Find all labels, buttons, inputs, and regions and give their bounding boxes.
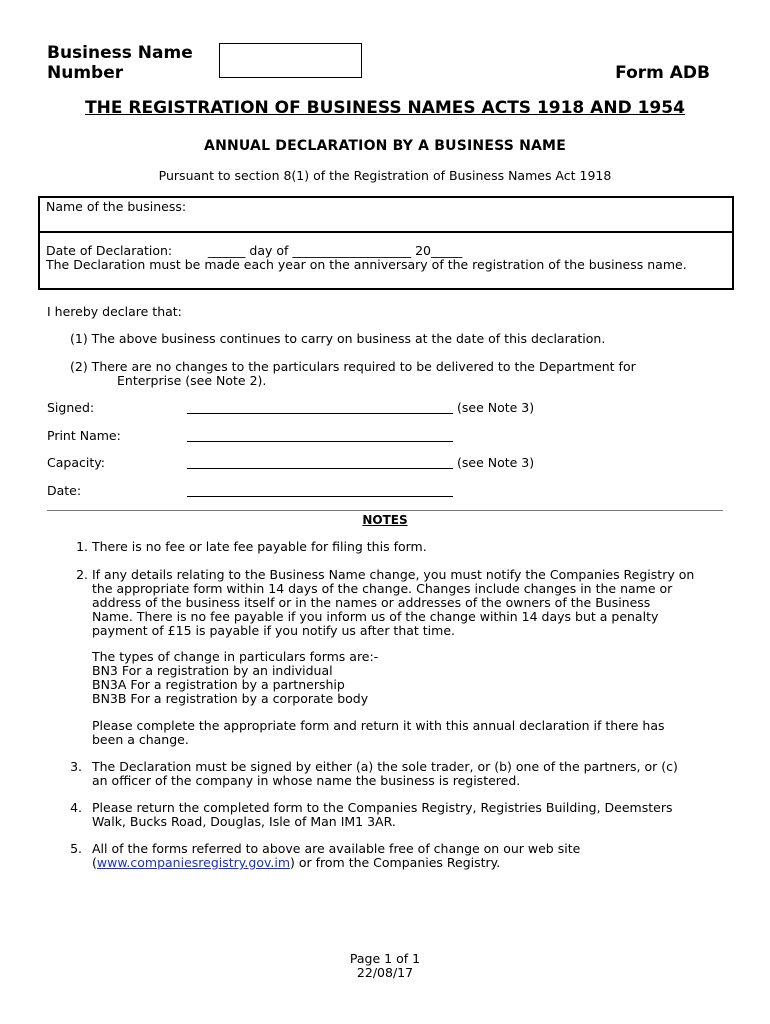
note-text: address of the business itself or in the names or addresses of the owners of the Business	[92, 595, 651, 610]
note-text: an officer of the company in whose name the business is registered.	[92, 773, 521, 788]
page-title-text: THE REGISTRATION OF BUSINESS NAMES ACTS 1918 AND 1954	[85, 98, 685, 118]
declaration-date-box[interactable]	[38, 231, 734, 290]
note-text: Please complete the appropriate form and return it with this annual declaration if there has	[92, 718, 665, 733]
page-footer	[0, 952, 770, 980]
complete-form-instruction	[92, 719, 732, 747]
page-title	[0, 98, 770, 118]
note-text: payment of £15 is payable if you notify us after that time.	[92, 623, 456, 638]
note-text: the appropriate form within 14 days of the change. Changes include changes in the name or	[92, 581, 673, 596]
note-text: There is no fee or late fee payable for filing this form.	[92, 539, 427, 554]
note-5	[60, 842, 730, 870]
note-text: Name. There is no fee payable if you inform us of the change within 14 days but a penalty	[92, 609, 659, 624]
declaration-item-2-line-1: (2) There are no changes to the particulars required to be delivered to the Department for	[70, 359, 636, 374]
type-bn3: BN3 For a registration by an individual	[92, 663, 333, 678]
types-intro: The types of change in particulars forms are:-	[92, 649, 379, 664]
business-name-label: Name of the business:	[46, 199, 187, 214]
note-4	[60, 801, 730, 829]
declaration-item-1: (1) The above business continues to carry on business at the date of this declaration.	[70, 331, 606, 346]
business-name-number-field[interactable]	[219, 43, 362, 78]
business-name-field[interactable]	[38, 196, 734, 233]
business-name-number-label: Business Name Number	[47, 43, 193, 83]
signed-label: Signed:	[47, 400, 95, 415]
signed-note: (see Note 3)	[457, 400, 535, 415]
type-bn3a: BN3A For a registration by a partnership	[92, 677, 345, 692]
pursuant-text: Pursuant to section 8(1) of the Registration of Business Names Act 1918	[158, 168, 612, 183]
date-label: Date:	[47, 483, 82, 498]
capacity-label: Capacity:	[47, 455, 105, 470]
note-number: 4.	[70, 800, 82, 815]
open-paren: (	[92, 855, 97, 870]
note-text: If any details relating to the Business Name change, you must notify the Companies Registry on	[92, 567, 695, 582]
note-text: Please return the completed form to the Companies Registry, Registries Building, Deemsters	[92, 800, 673, 815]
declaration-intro: I hereby declare that:	[47, 304, 182, 319]
note-3	[60, 760, 730, 788]
note-1	[70, 540, 730, 554]
note-text: ) or from the Companies Registry.	[290, 855, 501, 870]
capacity-note: (see Note 3)	[457, 455, 535, 470]
note-text: Walk, Bucks Road, Douglas, Isle of Man IM1 3AR.	[92, 814, 396, 829]
date-line[interactable]	[187, 481, 453, 497]
note-number: 5.	[70, 841, 82, 856]
form-id: Form ADB	[615, 63, 710, 83]
type-bn3b: BN3B For a registration by a corporate body	[92, 691, 369, 706]
notes-divider	[47, 510, 723, 511]
print-name-line[interactable]	[187, 426, 453, 442]
note-text: been a change.	[92, 732, 189, 747]
page-number: Page 1 of 1	[349, 951, 421, 966]
change-form-types	[92, 650, 732, 706]
note-text-link-line	[92, 856, 580, 870]
notes-heading	[0, 513, 770, 527]
declaration-date-line: Date of Declaration: ______ day of ___________________ 20_____	[46, 243, 463, 258]
companies-registry-link[interactable]: www.companiesregistry.gov.im	[96, 855, 291, 870]
signed-line[interactable]	[187, 398, 453, 414]
note-2	[70, 568, 730, 638]
capacity-line[interactable]	[187, 453, 453, 469]
footer-date: 22/08/17	[356, 965, 414, 980]
print-name-label: Print Name:	[47, 428, 121, 443]
declaration-item-2-line-2: Enterprise (see Note 2).	[117, 373, 267, 388]
note-number: 2.	[76, 567, 88, 582]
form-subtitle: ANNUAL DECLARATION BY A BUSINESS NAME	[204, 138, 566, 154]
note-text: All of the forms referred to above are available free of change on our web site	[92, 841, 581, 856]
note-number: 1.	[76, 539, 88, 554]
note-text: The Declaration must be signed by either (a) the sole trader, or (b) one of the partners, or (c)	[92, 759, 678, 774]
declaration-date-note: The Declaration must be made each year on the anniversary of the registration of the business name.	[46, 257, 687, 272]
note-number: 3.	[70, 759, 82, 774]
notes-heading-text: NOTES	[362, 513, 408, 527]
